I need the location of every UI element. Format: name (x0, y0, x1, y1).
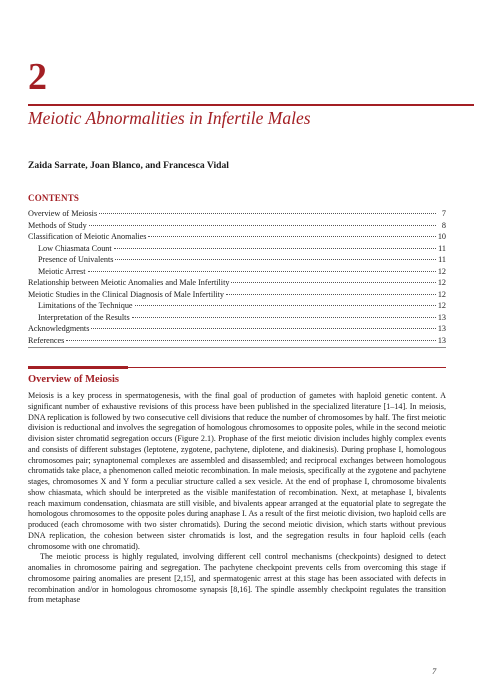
toc-entry[interactable] (28, 266, 446, 278)
contents-heading: CONTENTS (28, 193, 80, 203)
toc-entry-label: Methods of Study (28, 220, 87, 230)
toc-entry[interactable] (28, 335, 446, 347)
toc-entry[interactable] (28, 254, 446, 266)
toc-leader-dots (135, 305, 436, 306)
toc-entry-page: 13 (437, 324, 446, 334)
toc-entry-page: 7 (441, 209, 446, 218)
body-paragraph: Meiosis is a key process in spermatogenesis, with the final goal of production of gametes with haploid genetic content. A significant number of exhaustive revisions of this process have been published in the specialized literature [1–14]. In meiosis, DNA replication is followed by two consecutive cell divisions that reduce the number of chromosomes by half. The first meiotic division is reductional and involves the segregation of homologous chromosomes to opposite poles, while in the second meiotic division sister chromatid segregation occurs (Figure 2.1). Prophase of the first meiotic division includes highly complex events and consists of different substages (leptotene, zygotene, pachytene, diplotene, and diakinesis). During prophase I, homologous chromosomes pair; synaptonemal complexes are assembled and disassembled; and reciprocal exchanges between homologous chromatids take place, a phenomenon called meiotic recombination. In male meiosis, specifically at the zygotene and pachytene stages, chromosomes X and Y form a peculiar structure called a sex vesicle. At the end of prophase I, chromosome bivalents show chiasmata, which should be interpreted as the visible manifestation of recombination. Next, at metaphase I, bivalents reach maximum condensation, chiasmata are still visible, and bivalents appear arranged at the equatorial plate to segregate the homologous chromosomes to the opposite poles during anaphase I. As a result of the first meiotic division, two haploid cells are produced (each chromosome with two sister chromatids). During the second meiotic division, which starts without previous DNA replication, the cohesion between sister chromatids is lost, and the segregation results in four haploid cells (each chromosome with one chromatid). (28, 391, 446, 551)
toc-leader-dots (91, 328, 435, 329)
section-rule-accent (28, 366, 128, 369)
toc-leader-dots (115, 259, 436, 260)
toc-entry[interactable] (28, 243, 446, 255)
chapter-title: Meiotic Abnormalities in Infertile Males (28, 108, 311, 128)
toc-leader-dots (99, 213, 436, 214)
body-paragraph: The meiotic process is highly regulated, involving different cell control mechanisms (checkpoints) designed to detect anomalies in chromosome pairing and segregation. The pachytene checkpoint prevents cells from overcoming this stage if chromosome pairing anomalies are present [2,15], and spermatogenic arrest at this stage has been associated with defects in recombination and/or in homologous chromosome synapsis [8,16]. The spindle assembly checkpoint regulates the transition from metaphase (28, 552, 446, 605)
toc-entry-page: 12 (437, 266, 446, 276)
chapter-authors: Zaida Sarrate, Joan Blanco, and Francesca Vidal (28, 160, 229, 171)
toc-leader-dots (88, 271, 436, 272)
toc-leader-dots (231, 282, 435, 283)
toc-entry-label: Limitations of the Technique (38, 301, 133, 311)
toc-entry-label: Overview of Meiosis (28, 209, 98, 218)
toc-entry-label: Classification of Meiotic Anomalies (28, 232, 147, 242)
section-rule-line (128, 367, 446, 368)
toc-leader-dots (226, 294, 436, 295)
toc-entry-label: Acknowledgments (28, 324, 90, 334)
table-of-contents (28, 208, 446, 347)
toc-leader-dots (148, 236, 435, 237)
toc-entry[interactable] (28, 289, 446, 301)
toc-entry[interactable] (28, 220, 446, 232)
toc-leader-dots (89, 225, 436, 226)
toc-entry-label: Meiotic Studies in the Clinical Diagnosis of Male Infertility (28, 289, 225, 299)
page-number: 7 (432, 666, 437, 676)
toc-leader-dots (132, 317, 436, 318)
toc-entry[interactable] (28, 231, 446, 243)
toc-entry-label: Low Chiasmata Count (38, 243, 112, 253)
toc-entry-page: 12 (437, 278, 446, 288)
toc-entry-page: 11 (438, 243, 446, 253)
section-body (28, 391, 446, 606)
toc-entry[interactable] (28, 312, 446, 324)
toc-entry-label: Presence of Univalents (38, 255, 114, 265)
toc-entry-label: References (28, 336, 65, 346)
toc-entry[interactable] (28, 208, 446, 220)
toc-entry-label: Relationship between Meiotic Anomalies and Male Infertility (28, 278, 230, 288)
toc-leader-dots (66, 340, 435, 341)
toc-entry-page: 12 (437, 289, 446, 299)
toc-entry-page: 11 (438, 255, 446, 265)
toc-entry[interactable] (28, 300, 446, 312)
section-heading: Overview of Meiosis (28, 374, 119, 385)
toc-entry-page: 13 (437, 312, 446, 322)
toc-entry-page: 13 (437, 336, 446, 346)
chapter-number: 2 (28, 56, 47, 98)
chapter-rule (28, 104, 474, 106)
toc-entry[interactable] (28, 277, 446, 289)
toc-entry-page: 10 (437, 232, 446, 242)
toc-entry-label: Interpretation of the Results (38, 312, 130, 322)
toc-entry-label: Meiotic Arrest (38, 266, 86, 276)
toc-entry-page: 12 (437, 301, 446, 311)
toc-entry[interactable] (28, 323, 446, 335)
toc-leader-dots (114, 248, 436, 249)
toc-divider (28, 347, 446, 348)
toc-entry-page: 8 (441, 220, 446, 230)
